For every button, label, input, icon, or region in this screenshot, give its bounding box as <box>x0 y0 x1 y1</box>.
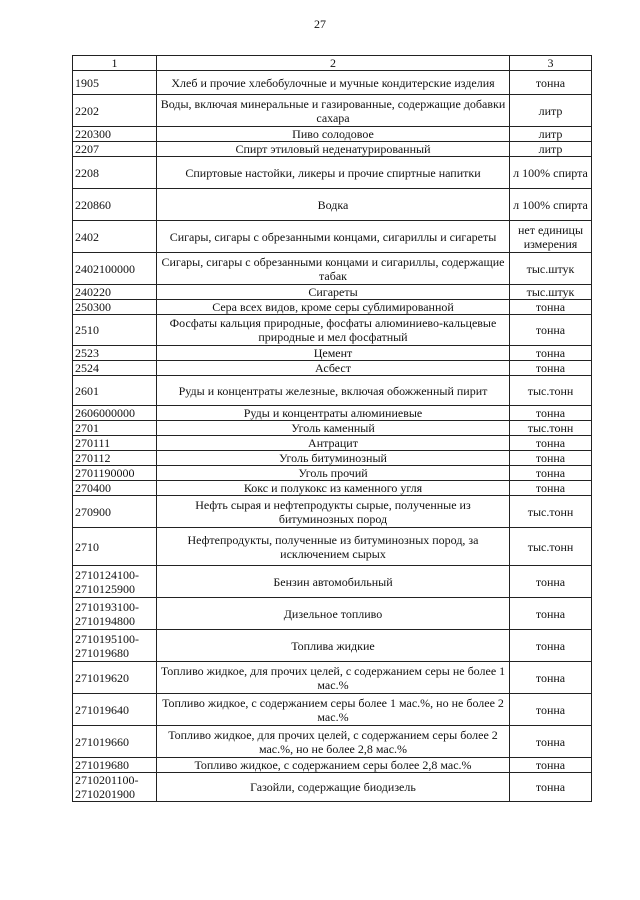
table-row <box>73 315 592 346</box>
code-cell: 2701190000 <box>73 466 157 481</box>
column-header-name: 2 <box>157 56 510 71</box>
name-cell: Воды, включая минеральные и газированные, содержащие добавки сахара <box>157 95 510 127</box>
unit-cell: тонна <box>510 71 592 95</box>
unit-cell: тонна <box>510 466 592 481</box>
unit-cell: литр <box>510 95 592 127</box>
unit-cell: тыс.штук <box>510 253 592 285</box>
table-row <box>73 189 592 221</box>
code-cell: 271019660 <box>73 726 157 758</box>
name-cell: Уголь битуминозный <box>157 451 510 466</box>
code-cell: 220300 <box>73 127 157 142</box>
table-row <box>73 481 592 496</box>
name-cell: Топливо жидкое, для прочих целей, с содержанием серы более 2 мас.%, но не более 2,8 мас.% <box>157 726 510 758</box>
code-cell: 2524 <box>73 361 157 376</box>
table-row <box>73 598 592 630</box>
unit-cell: тонна <box>510 481 592 496</box>
unit-cell: тыс.тонн <box>510 528 592 566</box>
name-cell: Хлеб и прочие хлебобулочные и мучные кондитерские изделия <box>157 71 510 95</box>
code-cell: 270900 <box>73 496 157 528</box>
unit-cell: тыс.тонн <box>510 376 592 406</box>
code-cell: 240220 <box>73 285 157 300</box>
name-cell: Фосфаты кальция природные, фосфаты алюминиево-кальцевые природные и мел фосфатный <box>157 315 510 346</box>
name-cell: Асбест <box>157 361 510 376</box>
page-number: 27 <box>314 17 326 31</box>
code-cell: 1905 <box>73 71 157 95</box>
code-cell: 250300 <box>73 300 157 315</box>
table-row <box>73 630 592 662</box>
table-row <box>73 726 592 758</box>
code-cell: 2606000000 <box>73 406 157 421</box>
table-row <box>73 376 592 406</box>
code-cell: 2207 <box>73 142 157 157</box>
unit-cell: тонна <box>510 630 592 662</box>
table-row <box>73 95 592 127</box>
table-row <box>73 436 592 451</box>
name-cell: Спиртовые настойки, ликеры и прочие спиртные напитки <box>157 157 510 189</box>
name-cell: Нефтепродукты, полученные из битуминозных пород, за исключением сырых <box>157 528 510 566</box>
table-row <box>73 421 592 436</box>
name-cell: Сигары, сигары с обрезанными концами и сигариллы, содержащие табак <box>157 253 510 285</box>
unit-cell: тонна <box>510 662 592 694</box>
unit-cell: тыс.тонн <box>510 496 592 528</box>
unit-cell: тыс.штук <box>510 285 592 300</box>
name-cell: Сера всех видов, кроме серы сублимированной <box>157 300 510 315</box>
name-cell: Топливо жидкое, с содержанием серы более 2,8 мас.% <box>157 758 510 773</box>
table-row <box>73 157 592 189</box>
unit-cell: тонна <box>510 315 592 346</box>
code-cell: 2710124100-2710125900 <box>73 566 157 598</box>
code-cell: 2523 <box>73 346 157 361</box>
code-cell: 2710 <box>73 528 157 566</box>
name-cell: Бензин автомобильный <box>157 566 510 598</box>
unit-cell: л 100% спирта <box>510 157 592 189</box>
unit-cell: тонна <box>510 726 592 758</box>
commodity-table <box>72 55 592 802</box>
name-cell: Топливо жидкое, с содержанием серы более 1 мас.%, но не более 2 мас.% <box>157 694 510 726</box>
unit-cell: тонна <box>510 758 592 773</box>
table-row <box>73 662 592 694</box>
table-row <box>73 528 592 566</box>
name-cell: Кокс и полукокс из каменного угля <box>157 481 510 496</box>
code-cell: 2402 <box>73 221 157 253</box>
unit-cell: литр <box>510 142 592 157</box>
code-cell: 271019680 <box>73 758 157 773</box>
table-row <box>73 253 592 285</box>
name-cell: Газойли, содержащие биодизель <box>157 773 510 802</box>
code-cell: 2601 <box>73 376 157 406</box>
table-row <box>73 142 592 157</box>
code-cell: 2402100000 <box>73 253 157 285</box>
unit-cell: л 100% спирта <box>510 189 592 221</box>
unit-cell: тонна <box>510 346 592 361</box>
code-cell: 2710195100-271019680 <box>73 630 157 662</box>
unit-cell: тонна <box>510 694 592 726</box>
table-row <box>73 773 592 802</box>
code-cell: 271019620 <box>73 662 157 694</box>
name-cell: Руды и концентраты железные, включая обожженный пирит <box>157 376 510 406</box>
unit-cell: тонна <box>510 566 592 598</box>
unit-cell: тонна <box>510 773 592 802</box>
table-row <box>73 361 592 376</box>
code-cell: 2701 <box>73 421 157 436</box>
unit-cell: тонна <box>510 300 592 315</box>
table-row <box>73 127 592 142</box>
unit-cell: литр <box>510 127 592 142</box>
name-cell: Уголь прочий <box>157 466 510 481</box>
unit-cell: тонна <box>510 361 592 376</box>
table-row <box>73 451 592 466</box>
table-row <box>73 496 592 528</box>
name-cell: Цемент <box>157 346 510 361</box>
table-row <box>73 694 592 726</box>
unit-cell: тонна <box>510 451 592 466</box>
unit-cell: нет единицы измерения <box>510 221 592 253</box>
name-cell: Нефть сырая и нефтепродукты сырые, полученные из битуминозных пород <box>157 496 510 528</box>
code-cell: 2710201100-2710201900 <box>73 773 157 802</box>
column-header-unit: 3 <box>510 56 592 71</box>
name-cell: Пиво солодовое <box>157 127 510 142</box>
unit-cell: тонна <box>510 598 592 630</box>
code-cell: 220860 <box>73 189 157 221</box>
unit-cell: тонна <box>510 406 592 421</box>
name-cell: Спирт этиловый неденатурированный <box>157 142 510 157</box>
table-row <box>73 566 592 598</box>
table-header-row <box>73 56 592 71</box>
name-cell: Сигары, сигары с обрезанными концами, сигариллы и сигареты <box>157 221 510 253</box>
table-row <box>73 300 592 315</box>
unit-cell: тонна <box>510 436 592 451</box>
unit-cell: тыс.тонн <box>510 421 592 436</box>
code-cell: 2510 <box>73 315 157 346</box>
code-cell: 2710193100-2710194800 <box>73 598 157 630</box>
name-cell: Дизельное топливо <box>157 598 510 630</box>
name-cell: Топлива жидкие <box>157 630 510 662</box>
name-cell: Антрацит <box>157 436 510 451</box>
name-cell: Руды и концентраты алюминиевые <box>157 406 510 421</box>
code-cell: 270400 <box>73 481 157 496</box>
table-row <box>73 346 592 361</box>
table-row <box>73 406 592 421</box>
name-cell: Сигареты <box>157 285 510 300</box>
code-cell: 2202 <box>73 95 157 127</box>
column-header-code: 1 <box>73 56 157 71</box>
code-cell: 2208 <box>73 157 157 189</box>
name-cell: Топливо жидкое, для прочих целей, с содержанием серы не более 1 мас.% <box>157 662 510 694</box>
table-row <box>73 466 592 481</box>
code-cell: 270111 <box>73 436 157 451</box>
name-cell: Водка <box>157 189 510 221</box>
code-cell: 270112 <box>73 451 157 466</box>
table-row <box>73 285 592 300</box>
code-cell: 271019640 <box>73 694 157 726</box>
table-row <box>73 71 592 95</box>
table-row <box>73 758 592 773</box>
name-cell: Уголь каменный <box>157 421 510 436</box>
table-row <box>73 221 592 253</box>
